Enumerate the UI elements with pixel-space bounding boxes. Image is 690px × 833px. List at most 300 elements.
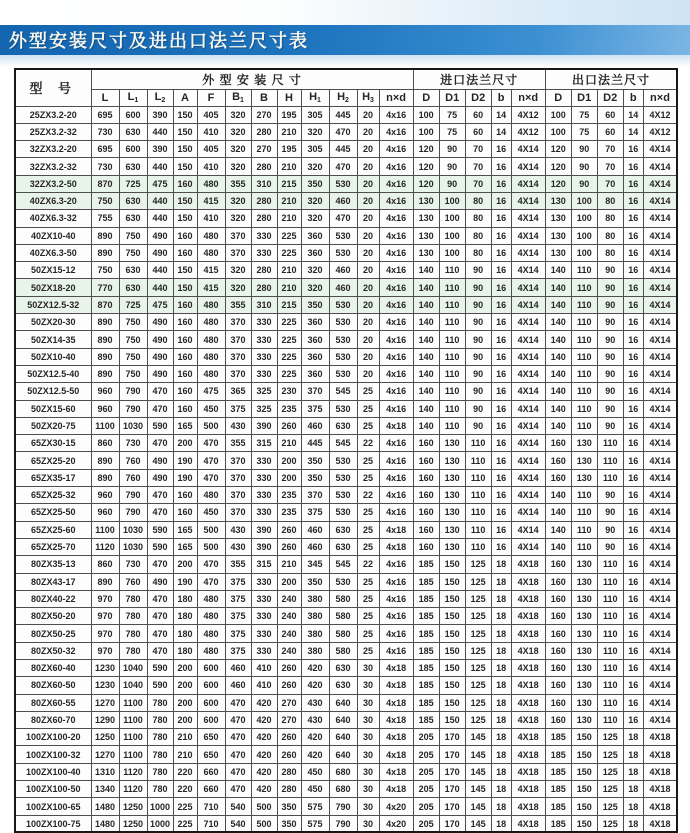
value-cell: 860	[91, 556, 119, 573]
column-header	[173, 89, 197, 106]
value-cell: 420	[301, 729, 329, 746]
value-cell: 370	[301, 383, 329, 400]
value-cell: 750	[119, 365, 147, 382]
value-cell: 360	[301, 331, 329, 348]
value-cell: 18	[491, 625, 511, 642]
value-cell: 780	[119, 590, 147, 607]
value-cell: 110	[571, 314, 597, 331]
value-cell: 470	[329, 123, 357, 140]
value-cell: 590	[147, 417, 173, 434]
value-cell: 710	[197, 798, 225, 815]
value-cell: 200	[277, 469, 301, 486]
value-cell: 4X14	[643, 590, 677, 607]
value-cell: 130	[413, 192, 439, 209]
value-cell: 150	[173, 123, 197, 140]
model-cell: 65ZX25-20	[15, 452, 91, 469]
value-cell: 130	[571, 711, 597, 728]
value-cell: 320	[225, 262, 251, 279]
value-cell: 470	[225, 711, 251, 728]
value-cell: 575	[301, 798, 329, 815]
value-cell: 80	[597, 244, 623, 261]
value-cell: 1480	[91, 815, 119, 832]
value-cell: 530	[329, 331, 357, 348]
value-cell: 16	[491, 244, 511, 261]
value-cell: 100	[571, 210, 597, 227]
value-cell: 280	[277, 781, 301, 798]
value-cell: 470	[329, 210, 357, 227]
value-cell: 20	[357, 123, 379, 140]
model-cell: 25ZX3.2-20	[15, 106, 91, 123]
table-row	[15, 694, 677, 711]
value-cell: 1100	[91, 521, 119, 538]
value-cell: 30	[357, 763, 379, 780]
value-cell: 225	[277, 227, 301, 244]
value-cell: 750	[91, 262, 119, 279]
model-cell: 32ZX3.2-20	[15, 141, 91, 158]
value-cell: 25	[357, 400, 379, 417]
value-cell: 18	[623, 781, 643, 798]
value-cell: 4X14	[643, 279, 677, 296]
value-cell: 110	[597, 573, 623, 590]
value-cell: 165	[173, 417, 197, 434]
value-cell: 1250	[119, 815, 147, 832]
table-row	[15, 141, 677, 158]
model-cell: 65ZX35-17	[15, 469, 91, 486]
column-label: B	[260, 91, 268, 104]
value-cell: 4X14	[643, 538, 677, 555]
value-cell: 375	[301, 400, 329, 417]
value-cell: 130	[571, 660, 597, 677]
value-cell: 185	[413, 590, 439, 607]
value-cell: 90	[571, 158, 597, 175]
page-title: 外型安装尺寸及进出口法兰尺寸表	[9, 31, 309, 51]
value-cell: 4X12	[643, 123, 677, 140]
column-label: H	[309, 91, 318, 103]
value-cell: 16	[623, 556, 643, 573]
value-cell: 630	[119, 210, 147, 227]
value-cell: 890	[91, 469, 119, 486]
value-cell: 580	[329, 625, 357, 642]
value-cell: 350	[301, 573, 329, 590]
value-cell: 30	[357, 677, 379, 694]
value-cell: 235	[277, 487, 301, 504]
value-cell: 470	[225, 763, 251, 780]
value-cell: 530	[329, 487, 357, 504]
value-cell: 20	[357, 141, 379, 158]
value-cell: 4X14	[511, 331, 545, 348]
table-row	[15, 279, 677, 296]
value-cell: 130	[571, 452, 597, 469]
value-cell: 20	[357, 348, 379, 365]
value-cell: 4X14	[643, 608, 677, 625]
value-cell: 16	[491, 262, 511, 279]
column-label: B	[232, 91, 241, 103]
value-cell: 415	[197, 192, 225, 209]
value-cell: 4X18	[511, 556, 545, 573]
table-row	[15, 417, 677, 434]
table-row	[15, 504, 677, 521]
value-cell: 490	[147, 227, 173, 244]
value-cell: 200	[173, 435, 197, 452]
value-cell: 530	[329, 469, 357, 486]
value-cell: 140	[413, 348, 439, 365]
value-cell: 345	[301, 556, 329, 573]
value-cell: 160	[173, 383, 197, 400]
value-cell: 110	[439, 314, 465, 331]
value-cell: 460	[225, 660, 251, 677]
value-cell: 870	[91, 296, 119, 313]
value-cell: 20	[357, 296, 379, 313]
value-cell: 380	[301, 608, 329, 625]
value-cell: 4X18	[511, 729, 545, 746]
value-cell: 125	[465, 694, 491, 711]
value-cell: 4x16	[379, 210, 413, 227]
value-cell: 140	[413, 383, 439, 400]
value-cell: 890	[91, 365, 119, 382]
value-cell: 4X14	[511, 435, 545, 452]
value-cell: 350	[277, 815, 301, 832]
value-cell: 125	[465, 660, 491, 677]
value-cell: 160	[173, 244, 197, 261]
table-row	[15, 331, 677, 348]
value-cell: 130	[413, 244, 439, 261]
value-cell: 470	[197, 469, 225, 486]
value-cell: 490	[147, 365, 173, 382]
value-cell: 4x16	[379, 331, 413, 348]
model-cell: 32ZX3.2-50	[15, 175, 91, 192]
model-cell: 80ZX60-40	[15, 660, 91, 677]
value-cell: 185	[413, 608, 439, 625]
value-cell: 695	[91, 106, 119, 123]
value-cell: 405	[197, 106, 225, 123]
value-cell: 4x16	[379, 314, 413, 331]
value-cell: 185	[413, 694, 439, 711]
value-cell: 150	[571, 746, 597, 763]
value-cell: 375	[225, 400, 251, 417]
value-cell: 630	[119, 279, 147, 296]
value-cell: 315	[251, 556, 277, 573]
column-header	[119, 89, 147, 106]
value-cell: 18	[491, 798, 511, 815]
value-cell: 545	[329, 383, 357, 400]
value-cell: 16	[623, 227, 643, 244]
value-cell: 970	[91, 625, 119, 642]
value-cell: 1000	[147, 798, 173, 815]
value-cell: 150	[439, 677, 465, 694]
value-cell: 25	[357, 383, 379, 400]
value-cell: 200	[173, 677, 197, 694]
value-cell: 90	[571, 175, 597, 192]
value-cell: 730	[91, 158, 119, 175]
value-cell: 355	[225, 556, 251, 573]
value-cell: 160	[413, 538, 439, 555]
column-label-subscript: 1	[134, 97, 139, 104]
value-cell: 320	[301, 210, 329, 227]
value-cell: 4x16	[379, 262, 413, 279]
value-cell: 160	[413, 469, 439, 486]
value-cell: 4X14	[511, 504, 545, 521]
value-cell: 16	[623, 383, 643, 400]
value-cell: 180	[173, 590, 197, 607]
value-cell: 440	[147, 192, 173, 209]
column-header	[413, 89, 439, 106]
value-cell: 4X14	[511, 314, 545, 331]
value-cell: 890	[91, 227, 119, 244]
value-cell: 110	[597, 677, 623, 694]
value-cell: 410	[197, 158, 225, 175]
value-cell: 4X14	[511, 452, 545, 469]
value-cell: 160	[545, 590, 571, 607]
value-cell: 25	[357, 521, 379, 538]
value-cell: 200	[277, 452, 301, 469]
value-cell: 125	[597, 798, 623, 815]
value-cell: 210	[277, 158, 301, 175]
column-label: H	[362, 91, 371, 103]
value-cell: 4X14	[511, 279, 545, 296]
value-cell: 14	[623, 106, 643, 123]
value-cell: 18	[491, 677, 511, 694]
value-cell: 600	[197, 694, 225, 711]
value-cell: 460	[301, 538, 329, 555]
value-cell: 160	[173, 487, 197, 504]
value-cell: 4X14	[643, 642, 677, 659]
value-cell: 150	[439, 625, 465, 642]
value-cell: 75	[439, 123, 465, 140]
value-cell: 16	[491, 400, 511, 417]
value-cell: 4X14	[511, 210, 545, 227]
value-cell: 450	[197, 504, 225, 521]
value-cell: 150	[439, 556, 465, 573]
value-cell: 110	[571, 279, 597, 296]
column-header	[301, 89, 329, 106]
value-cell: 760	[119, 452, 147, 469]
value-cell: 4x16	[379, 590, 413, 607]
value-cell: 90	[465, 331, 491, 348]
value-cell: 16	[623, 435, 643, 452]
value-cell: 200	[173, 694, 197, 711]
value-cell: 90	[439, 158, 465, 175]
value-cell: 4X14	[643, 296, 677, 313]
value-cell: 140	[545, 400, 571, 417]
column-header	[91, 89, 119, 106]
value-cell: 18	[623, 729, 643, 746]
value-cell: 160	[545, 711, 571, 728]
value-cell: 475	[147, 296, 173, 313]
value-cell: 205	[413, 815, 439, 832]
value-cell: 80	[465, 210, 491, 227]
value-cell: 20	[357, 262, 379, 279]
value-cell: 170	[439, 729, 465, 746]
value-cell: 185	[413, 625, 439, 642]
value-cell: 4X14	[643, 573, 677, 590]
value-cell: 890	[91, 573, 119, 590]
value-cell: 4X14	[643, 192, 677, 209]
value-cell: 160	[545, 608, 571, 625]
value-cell: 500	[251, 815, 277, 832]
value-cell: 470	[147, 383, 173, 400]
value-cell: 330	[251, 365, 277, 382]
value-cell: 140	[545, 348, 571, 365]
value-cell: 60	[597, 106, 623, 123]
value-cell: 470	[225, 781, 251, 798]
value-cell: 100	[545, 106, 571, 123]
table-row	[15, 538, 677, 555]
value-cell: 4X18	[511, 798, 545, 815]
value-cell: 70	[465, 158, 491, 175]
value-cell: 360	[301, 227, 329, 244]
value-cell: 600	[197, 677, 225, 694]
model-cell: 50ZX10-40	[15, 348, 91, 365]
column-label: F	[207, 91, 215, 104]
value-cell: 410	[251, 660, 277, 677]
value-cell: 545	[329, 435, 357, 452]
value-cell: 225	[173, 815, 197, 832]
value-cell: 1100	[91, 417, 119, 434]
value-cell: 760	[119, 469, 147, 486]
value-cell: 140	[545, 383, 571, 400]
value-cell: 90	[597, 487, 623, 504]
value-cell: 90	[597, 538, 623, 555]
value-cell: 140	[545, 504, 571, 521]
value-cell: 320	[301, 123, 329, 140]
value-cell: 365	[225, 383, 251, 400]
value-cell: 210	[277, 123, 301, 140]
value-cell: 460	[329, 279, 357, 296]
value-cell: 110	[439, 262, 465, 279]
value-cell: 130	[571, 642, 597, 659]
value-cell: 18	[491, 608, 511, 625]
model-cell: 80ZX60-70	[15, 711, 91, 728]
value-cell: 530	[329, 452, 357, 469]
value-cell: 590	[147, 538, 173, 555]
value-cell: 90	[597, 296, 623, 313]
value-cell: 310	[251, 175, 277, 192]
value-cell: 4X14	[643, 314, 677, 331]
table-row	[15, 452, 677, 469]
model-cell: 80ZX43-17	[15, 573, 91, 590]
value-cell: 185	[413, 642, 439, 659]
value-cell: 16	[491, 192, 511, 209]
value-cell: 160	[173, 314, 197, 331]
value-cell: 30	[357, 815, 379, 832]
value-cell: 16	[491, 383, 511, 400]
value-cell: 390	[251, 521, 277, 538]
value-cell: 545	[329, 556, 357, 573]
table-row	[15, 798, 677, 815]
value-cell: 125	[465, 625, 491, 642]
value-cell: 90	[465, 365, 491, 382]
value-cell: 315	[251, 435, 277, 452]
value-cell: 4X14	[643, 660, 677, 677]
value-cell: 150	[173, 141, 197, 158]
value-cell: 4X14	[643, 694, 677, 711]
model-cell: 40ZX6.3-50	[15, 244, 91, 261]
value-cell: 100	[439, 227, 465, 244]
value-cell: 90	[597, 521, 623, 538]
value-cell: 960	[91, 504, 119, 521]
value-cell: 1030	[119, 417, 147, 434]
column-header	[225, 89, 251, 106]
value-cell: 130	[439, 435, 465, 452]
value-cell: 770	[91, 279, 119, 296]
column-label: n×d	[386, 91, 407, 104]
value-cell: 530	[329, 227, 357, 244]
value-cell: 410	[251, 677, 277, 694]
value-cell: 130	[413, 210, 439, 227]
value-cell: 60	[465, 123, 491, 140]
value-cell: 350	[277, 798, 301, 815]
value-cell: 890	[91, 348, 119, 365]
table-row	[15, 400, 677, 417]
value-cell: 130	[439, 521, 465, 538]
value-cell: 660	[197, 763, 225, 780]
column-label-subscript: 2	[345, 97, 349, 104]
value-cell: 25	[357, 608, 379, 625]
value-cell: 100	[571, 244, 597, 261]
value-cell: 90	[597, 348, 623, 365]
value-cell: 160	[413, 452, 439, 469]
value-cell: 110	[597, 608, 623, 625]
value-cell: 90	[465, 400, 491, 417]
value-cell: 640	[329, 746, 357, 763]
value-cell: 470	[147, 487, 173, 504]
value-cell: 470	[147, 504, 173, 521]
value-cell: 260	[277, 729, 301, 746]
value-cell: 445	[329, 106, 357, 123]
value-cell: 75	[571, 123, 597, 140]
value-cell: 390	[147, 106, 173, 123]
value-cell: 185	[545, 746, 571, 763]
value-cell: 160	[173, 175, 197, 192]
value-cell: 180	[173, 642, 197, 659]
value-cell: 60	[465, 106, 491, 123]
value-cell: 490	[147, 573, 173, 590]
value-cell: 70	[465, 175, 491, 192]
value-cell: 530	[329, 400, 357, 417]
value-cell: 75	[571, 106, 597, 123]
value-cell: 90	[465, 383, 491, 400]
table-row	[15, 521, 677, 538]
value-cell: 18	[491, 556, 511, 573]
value-cell: 420	[301, 677, 329, 694]
value-cell: 145	[465, 746, 491, 763]
model-cell: 80ZX35-13	[15, 556, 91, 573]
value-cell: 4x18	[379, 417, 413, 434]
value-cell: 16	[491, 348, 511, 365]
column-label: D2	[603, 91, 618, 104]
value-cell: 260	[277, 538, 301, 555]
value-cell: 110	[439, 383, 465, 400]
value-cell: 150	[173, 279, 197, 296]
value-cell: 1270	[91, 694, 119, 711]
value-cell: 130	[571, 694, 597, 711]
value-cell: 4x16	[379, 244, 413, 261]
value-cell: 150	[173, 158, 197, 175]
value-cell: 725	[119, 175, 147, 192]
value-cell: 630	[119, 192, 147, 209]
value-cell: 30	[357, 729, 379, 746]
model-cell: 50ZX12.5-32	[15, 296, 91, 313]
value-cell: 130	[439, 504, 465, 521]
value-cell: 755	[91, 210, 119, 227]
value-cell: 20	[357, 210, 379, 227]
value-cell: 4x16	[379, 192, 413, 209]
value-cell: 16	[623, 192, 643, 209]
value-cell: 16	[623, 573, 643, 590]
value-cell: 4x18	[379, 711, 413, 728]
value-cell: 110	[465, 538, 491, 555]
value-cell: 1230	[91, 677, 119, 694]
